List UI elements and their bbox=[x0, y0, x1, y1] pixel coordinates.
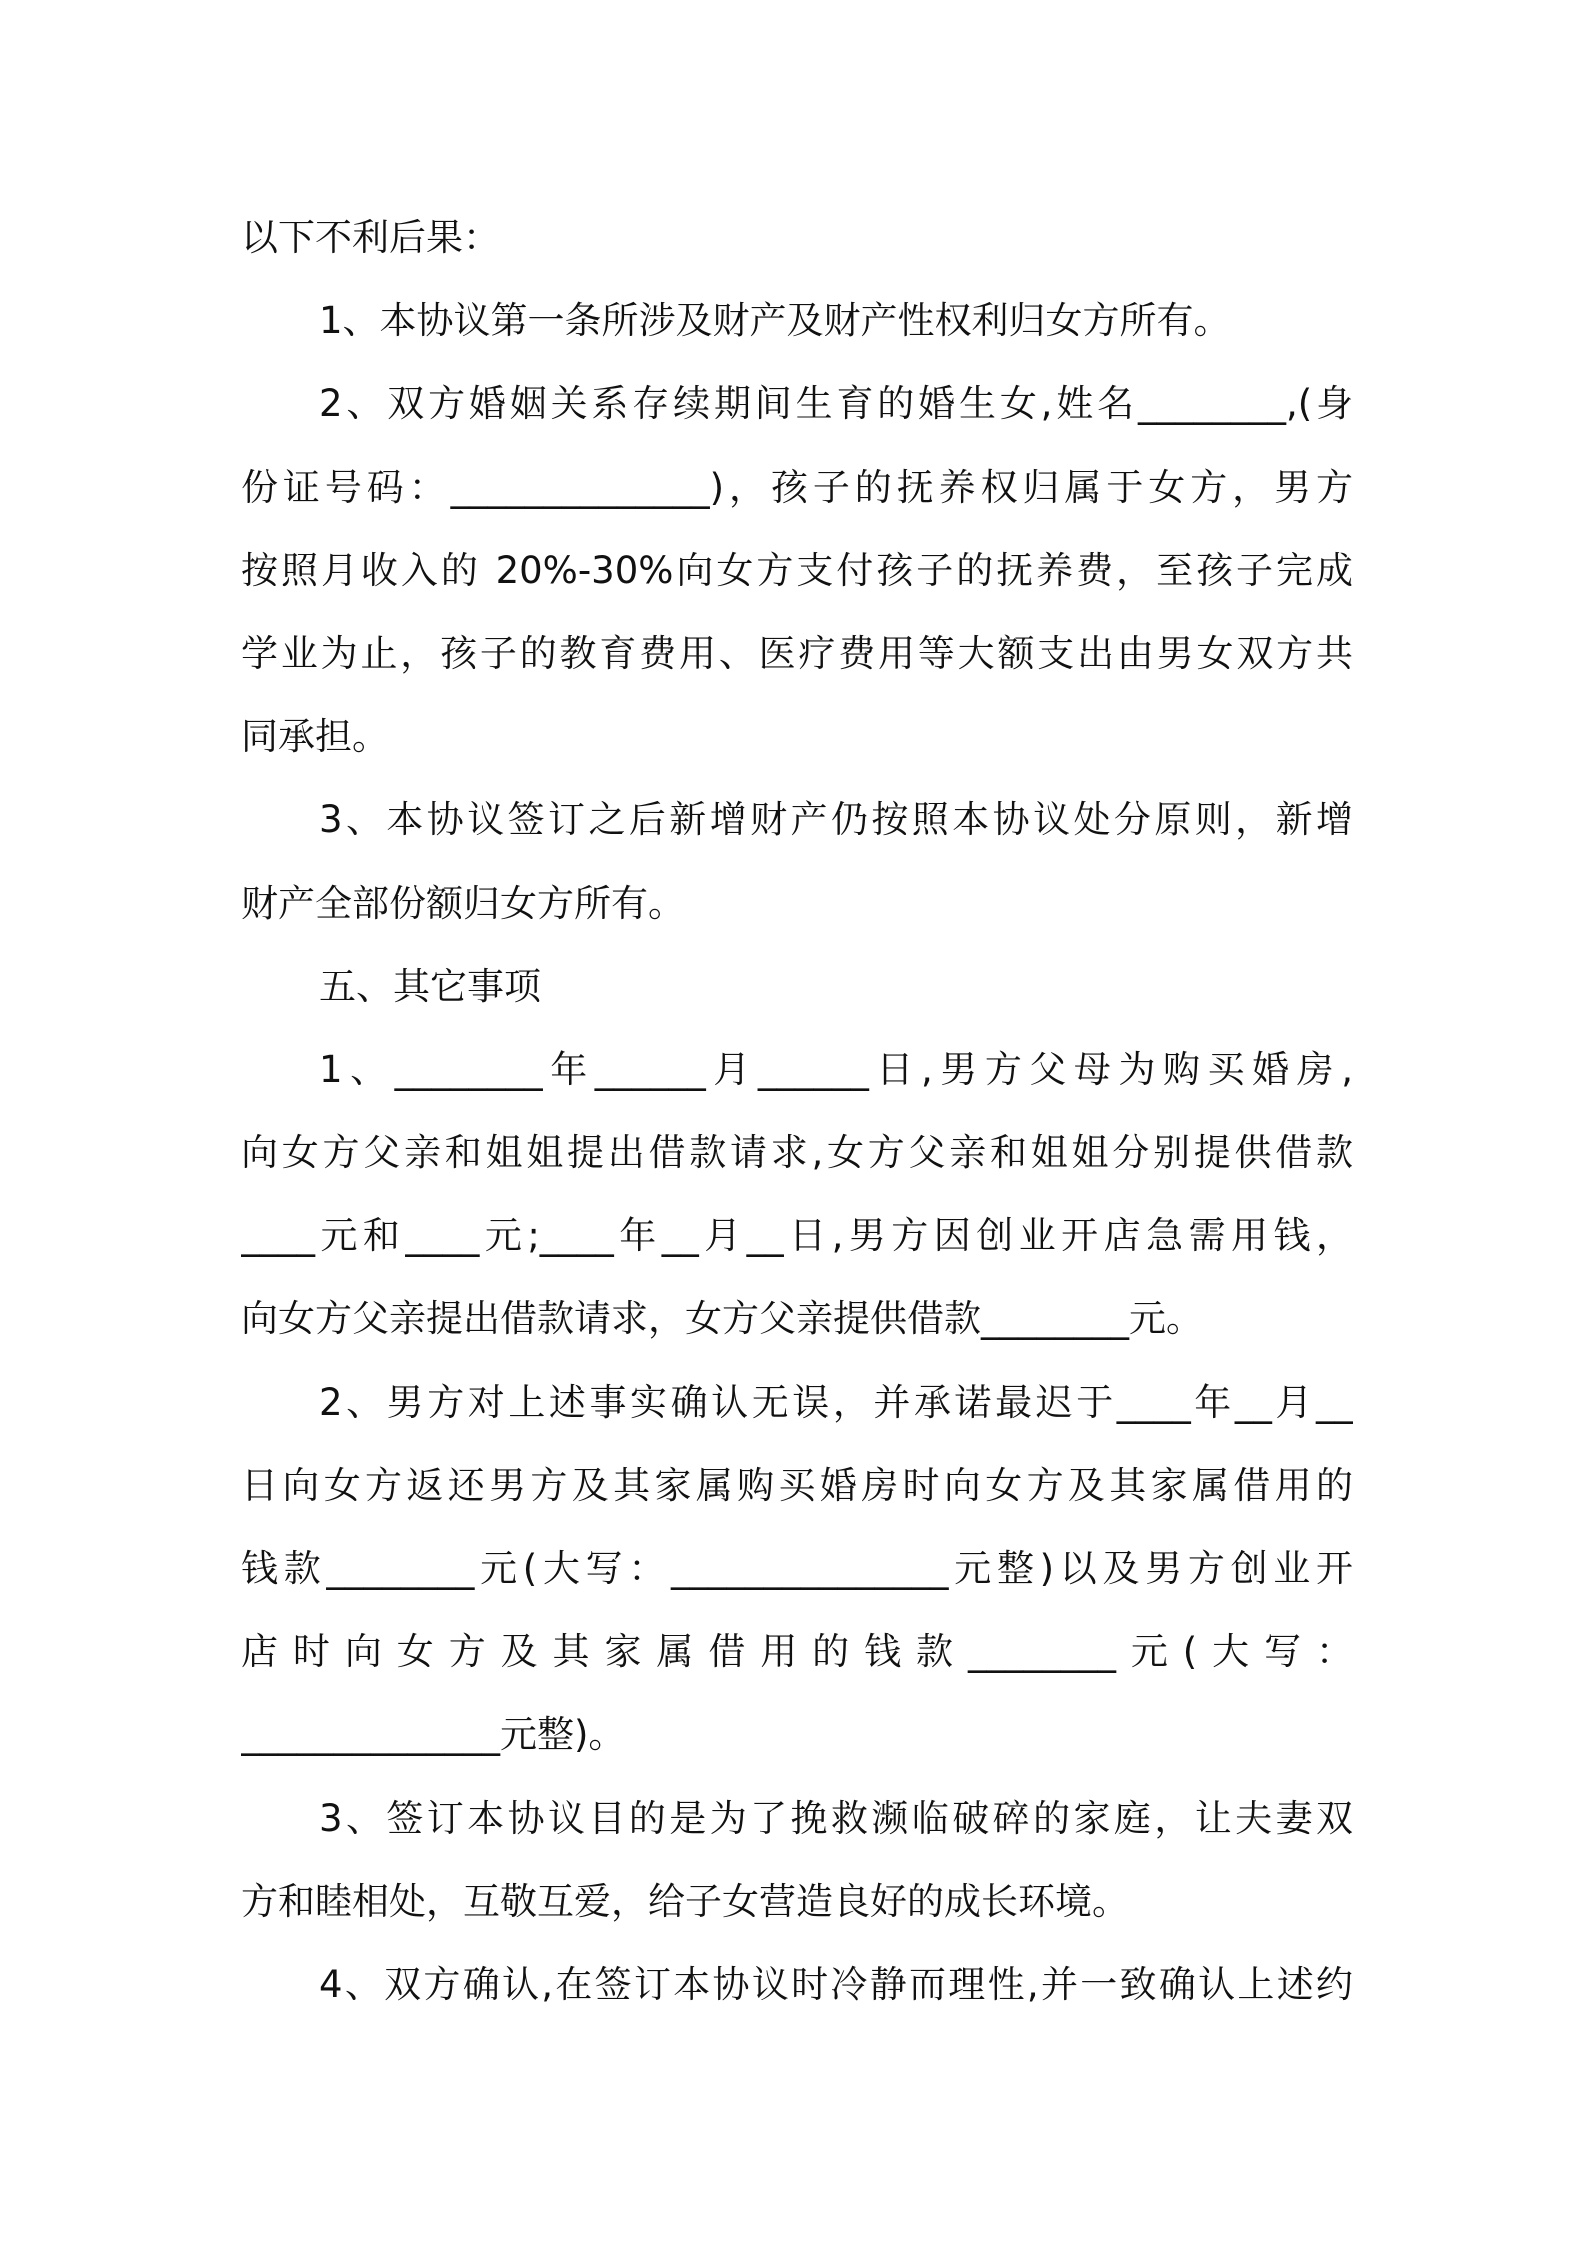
text-line: 向女方父亲提出借款请求，女方父亲提供借款________元。 bbox=[241, 1297, 1203, 1341]
section-heading: 五、其它事项 bbox=[319, 964, 541, 1008]
text-line: 按照月收入的 20%-30%向女方支付孩子的抚养费，至孩子完成 bbox=[241, 548, 1353, 592]
text-line: 份证号码：______________)，孩子的抚养权归属于女方，男方 bbox=[241, 465, 1353, 509]
text-line: ______________元整)。 bbox=[241, 1713, 626, 1757]
text-line: 财产全部份额归女方所有。 bbox=[241, 881, 685, 925]
clause-line: 1、________年______月______日,男方父母为购买婚房, bbox=[319, 1047, 1353, 1091]
text-line: 日向女方返还男方及其家属购买婚房时向女方及其家属借用的 bbox=[241, 1463, 1353, 1507]
text-line: 以下不利后果： bbox=[241, 216, 500, 259]
clause-line: 2、男方对上述事实确认无误，并承诺最迟于____年__月__ bbox=[319, 1380, 1353, 1424]
text-line: ____元和____元;____年__月__日,男方因创业开店急需用钱， bbox=[241, 1214, 1353, 1258]
text-line: 同承担。 bbox=[241, 715, 389, 759]
clause-line: 2、双方婚姻关系存续期间生育的婚生女,姓名________,(身 bbox=[319, 382, 1353, 426]
text-line: 学业为止，孩子的教育费用、医疗费用等大额支出由男女双方共 bbox=[241, 631, 1353, 675]
text-line: 钱款________元(大写：_______________元整)以及男方创业开 bbox=[241, 1547, 1353, 1590]
text-line: 方和睦相处，互敬互爱，给子女营造良好的成长环境。 bbox=[241, 1879, 1129, 1923]
document-body bbox=[241, 196, 1353, 2026]
clause-line: 1、本协议第一条所涉及财产及财产性权利归女方所有。 bbox=[319, 299, 1231, 343]
clause-line: 3、签订本协议目的是为了挽救濒临破碎的家庭，让夫妻双 bbox=[319, 1796, 1353, 1840]
text-line: 店时向女方及其家属借用的钱款________元(大写： bbox=[241, 1630, 1353, 1674]
clause-line: 3、本协议签订之后新增财产仍按照本协议处分原则，新增 bbox=[319, 798, 1353, 842]
text-line: 向女方父亲和姐姐提出借款请求,女方父亲和姐姐分别提供借款 bbox=[241, 1131, 1353, 1175]
clause-line: 4、双方确认,在签订本协议时冷静而理性,并一致确认上述约 bbox=[319, 1962, 1353, 2006]
